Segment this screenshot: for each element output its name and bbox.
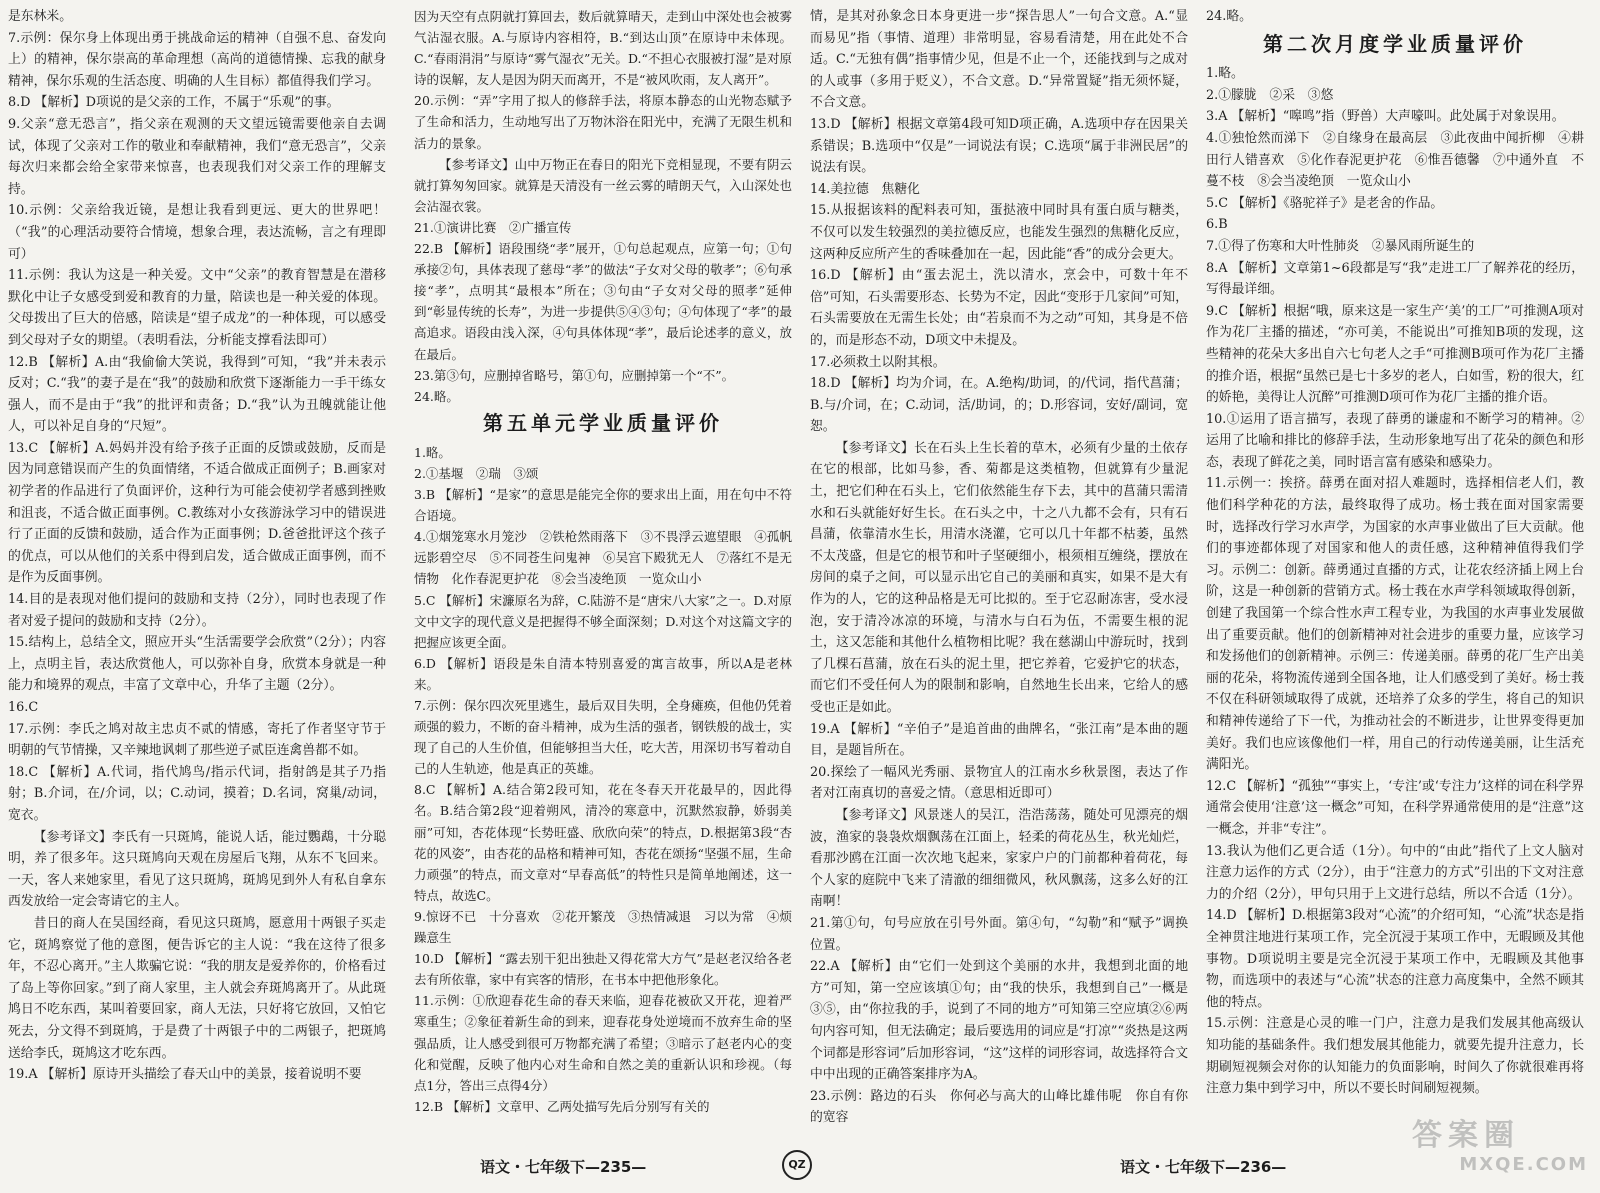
answer-paragraph: 【参考译文】李氏有一只斑鸠，能说人话，能过鸚鵡，十分聪明，养了很多年。这只斑鸠向天观在房屋后飞翔，从东不飞回来。一天，客人来她家里，看见了这只斑鸠，斑鸠见到外人有私自拿东西发放给一定会寄请它的主人。 bbox=[8, 829, 386, 910]
answer-paragraph: 21.①演讲比赛 ②广播宣传 bbox=[414, 219, 572, 235]
page-number-right: 语文・七年级下—236— bbox=[1120, 1158, 1287, 1176]
answer-paragraph: 2.①朦胧 ②采 ③悠 bbox=[1206, 87, 1334, 103]
answer-paragraph: 13.C 【解析】A.妈妈并没有给予孩子正面的反馈或鼓励，反而是因为同意错误而产生的负面情绪，不适合做成正面例子；B.画家对初学者的作品进行了负面评价，这种行为可能会使初学者感到挫败和沮丧，不适合做正面事例。C.教练对小女孩游泳学习中的错误进行了正面的反馈和鼓励，适合作为正面事例；D.爸爸批评这个孩子的优点，可以从他们的关系中得到启发，适合做成正面事例，而不是作为反面事例。 bbox=[8, 440, 386, 586]
section-title-unit-5: 第五单元学业质量评价 bbox=[483, 410, 723, 435]
answer-paragraph: 是东林米。 bbox=[8, 9, 72, 24]
answer-paragraph: 10.①运用了语言描写，表现了薛勇的谦虚和不断学习的精神。②运用了比喻和排比的修辞手法，生动形象地写出了花朵的颜色和形态，表现了鲜花之美，同时语言富有感染和感染力。 bbox=[1206, 411, 1584, 470]
answer-paragraph: 12.C 【解析】“孤独”“事实上，‘专注’或‘专注力’这样的词在科学界通常会使用‘注意’这一概念”可知，在科学界通常使用的是“注意”这一概念，并非“专注”。 bbox=[1206, 778, 1584, 837]
answer-paragraph: 17.必须救土以附其根。 bbox=[810, 354, 946, 370]
answer-paragraph: 17.示例：李氏之鸠对故主忠贞不贰的情感，寄托了作者坚守节于明朝的气节情操，又辛辣地讽刺了那些逆子贰臣连禽兽都不如。 bbox=[8, 721, 386, 759]
answer-paragraph: 5.C 【解析】《骆驼祥子》是老舍的作品。 bbox=[1206, 195, 1444, 211]
answer-paragraph: 12.B 【解析】A.由“我偷偷大笑说，我得到”可知，“我”并未表示反对；C.“我”的妻子是在“我”的鼓励和欣赏下逐渐能力一手干练女强人，而不是由于“我”的批评和责备；D.“我”认为丑魄就能让他人，可以补足自身的“尺短”。 bbox=[8, 354, 386, 435]
answer-paragraph: 20.探绘了一幅风光秀丽、景物宜人的江南水乡秋景图，表达了作者对江南真切的喜爱之情。（意思相近即可） bbox=[810, 764, 1188, 802]
answer-paragraph: 13.D 【解析】根据文章第4段可知D项正确，A.选项中存在因果关系错误；B.选项中“仅是”一词说法有误；C.选项“属于非洲民居”的说法有误。 bbox=[810, 116, 1188, 176]
answer-paragraph: 【参考译文】长在石头上生长着的草木，必须有少量的土依存在它的根部，比如马参，香、菊都是这类植物，但就算有少量泥土，把它们种在石头上，它们依然能生存下去，其中的菖蒲只需清水和石头就能好好生长。在石头之中，十之八九都不会有，只有石昌蒲，依靠清水生长，用清水浇灌，它可以几十年都不枯萎，虽然不太茂盛，但是它的根节和叶子坚硬细小，根须相互缠绕，摆放在房间的桌子之间，可以显示出它自己的美丽和真实，如果不是大有作为的人，它的这种品格是无可比拟的。至于它忍耐冻害，受水浸泡，安于清冷冰凉的环境，与清水与白石为伍，不需要生根的泥土，这又怎能和其他什么植物相比呢？我在慈湖山中游玩时，找到了几棵石菖蒲，放在石头的泥土里，把它养着，它爱护它的状态，而它们不受任何人为的限制和影响，自然地生长出来，它给人的感受也正是如此。 bbox=[810, 440, 1188, 715]
answer-paragraph: 8.C 【解析】A.结合第2段可知，花在冬春天开花最早的，因此得名。B.结合第2段“迎着朔风，清冷的寒意中，沉默然寂静，娇弱美丽”可知，杏花体现“长势旺盛、欣欣向荣”的特点，D.根据第3段“杏花的风姿”，由杏花的品格和精神可知，杏花在颂扬“坚强不屈，生命力顽强”的特点，而文章对“早春高低”的特性只是简单地阐述，这一特点，故选C。 bbox=[414, 782, 792, 903]
answer-paragraph: 7.示例：保尔四次死里逃生，最后双目失明，全身瘫痪，但他仍凭着顽强的毅力，不断的奋斗精神，成为生活的强者，钢铁般的战士，实现了自己的人生价值，但能够担当大任，吃大苦，用深切书写着动自己的人生轨迹，他是真正的英雄。 bbox=[414, 698, 792, 777]
answer-paragraph: 3.B 【解析】“是家”的意思是能完全你的要求出上面，用在句中不符合语境。 bbox=[414, 487, 792, 524]
answer-paragraph: 【参考译文】山中万物正在春日的阳光下竞相显现，不要有阴云就打算匆匆回家。就算是天清没有一丝云雾的晴朗天气，入山深处也会沾湿衣裳。 bbox=[414, 156, 792, 214]
answer-paragraph: 18.C 【解析】A.代词，指代鸠鸟/指示代词，指射鸽是其子乃指射；B.介词，在/介词，以；C.动词，摸着；D.名词，窝巢/动词，宽衣。 bbox=[8, 764, 386, 823]
answer-paragraph: 6.B bbox=[1206, 217, 1228, 233]
column-3 bbox=[810, 6, 1188, 1129]
answer-paragraph: 11.示例：我认为这是一种关爱。文中“父亲”的教育智慧是在潜移默化中让子女感受到爱和教育的力量，陪读也是一种关爱的体现。父母拨出了巨大的倍感，陪读是“望子成龙”的一种体现，可以感受到父母对子女的期望。（表明看法，分析能支撑看法即可） bbox=[8, 268, 386, 348]
answer-paragraph: 10.示例：父亲给我近镜，是想让我看到更远、更大的世界吧！（“我”的心理活动要符合情境，想象合理，表达流畅，言之有理即可） bbox=[8, 203, 386, 262]
answer-paragraph: 16.C bbox=[8, 700, 39, 715]
answer-paragraph: 7.①得了伤寒和大叶性肺炎 ②暴风雨所诞生的 bbox=[1206, 238, 1475, 254]
answer-paragraph: 3.A 【解析】“嗥鸣”指（野兽）大声嚎叫。此处属于对象误用。 bbox=[1206, 109, 1565, 125]
answer-paragraph: 因为天空有点阴就打算回去，数后就算晴天，走到山中深处也会被雾气沾湿衣服。A.与原诗内容相符，B.“到达山顶”在原诗中未体现。C.“春雨涓涓”与原诗“雾气湿衣”无关。D.“不担心衣服被打湿”是对原诗的误解，友人是因为阴天而离开，不是“被风吹雨，友人离开”。 bbox=[414, 9, 792, 88]
answer-paragraph: 1.略。 bbox=[414, 444, 451, 460]
page-number-left: 语文・七年级下—235— bbox=[480, 1158, 647, 1176]
answer-paragraph: 9.惊讶不已 十分喜欢 ②花开繁茂 ③热情减退 习以为常 ④烦躁意生 bbox=[414, 908, 792, 946]
answer-paragraph: 9.C 【解析】根据“哦，原来这是一家生产‘美’的工厂”可推测A项对作为花厂主播的描述，“亦可美，不能说出”可推知B项的发现，这些精神的花朵大多出自六七句老人之手“可推测B项可作为花厂主播的推介语，根据“虽然已是七十多岁的老人，白如雪，粉的很大，红的娇艳，美得让人沉醉”可推测D项可作为花厂主播的推介语。 bbox=[1206, 303, 1584, 406]
answer-paragraph: 15.结构上，总结全文，照应开头“生活需要学会欣赏”（2分）；内容上，点明主旨，表达欣赏他人，可以弥补自身，欣赏本身就是一种能力和境界的观点，丰富了文章中心，升华了主题（2分）。 bbox=[8, 635, 386, 694]
answer-paragraph: 9.父亲“意无恐言”，指父亲在观测的天文望远镜需要他亲自去调试，体现了父亲对工作的敬业和奉献精神，我们“意无恐言”，父亲每次归来都会给全家带来惊喜，也表现我们对父亲工作的理解支持。 bbox=[8, 116, 386, 197]
answer-paragraph: 18.D 【解析】均为介词，在。A.绝构/助词，的/代词，指代菖蒲；B.与/介词，在；C.动词，活/助词，的；D.形容词，安好/副词，宽恕。 bbox=[810, 376, 1188, 435]
watermark-title: 答案圈 bbox=[1412, 1118, 1520, 1153]
publisher-logo: QZ bbox=[782, 1150, 812, 1180]
column-2 bbox=[414, 6, 792, 1117]
section-title-monthly-2: 第二次月度学业质量评价 bbox=[1263, 31, 1527, 56]
answer-paragraph: 22.B 【解析】语段围绕“孝”展开，①句总起观点，应第一句；①句承接②句，具体表现了慈母“孝”的做法“子女对父母的敬孝”；⑥句承接“孝”，点明其“最根本”所在；③句由“子女对父母的照孝”延伸到“彰显传统的长寿”，为进一步提供⑤④③句；④句体现了“孝”的最高追求。语段由浅入深，④句具体体现“孝”，最后论述孝的意义，放在最后。 bbox=[414, 241, 792, 362]
column-4 bbox=[1206, 6, 1584, 1100]
answer-paragraph: 11.示例：①欣迎春花生命的春天来临，迎春花被砍又开花，迎着严寒重生；②象征着新生命的到来，迎春花身处逆境而不放弃生命的坚强品质，让人感受到很可万物都充满了希望；③暗示了赵老内心的变化和觉醒，反映了他内心对生命和自然之美的重新认识和珍视。（每点1分，答出三点得4分） bbox=[414, 993, 792, 1093]
answer-paragraph: 20.示例：“弄”字用了拟人的修辞手法，将原本静态的山光物态赋予了生命和活力，生动地写出了万物沐浴在阳光中，充满了无限生机和活力的景象。 bbox=[414, 93, 792, 151]
answer-paragraph: 12.B 【解析】文章甲、乙两处描写先后分别写有关的 bbox=[414, 1098, 710, 1114]
answer-paragraph: 6.D 【解析】语段是朱自清本特别喜爱的寓言故事，所以A是老林来。 bbox=[414, 655, 792, 692]
answer-paragraph: 16.D 【解析】由“蛋去泥土，洗以清水，烹会中，可数十年不倍”可知，石头需要形态、长势为不定，因此“变形于几家间”可知，石头需要放在无需生长处；由“若泉而不为之动”可知，其身是不倍的，而是形态不动，D项文中未提及。 bbox=[810, 268, 1188, 348]
answer-paragraph: 14.D 【解析】D.根据第3段对“心流”的介绍可知，“心流”状态是指全神贯注地进行某项工作，完全沉浸于某项工作中，无暇顾及其他事物。D项说明主要是完全沉浸于某项工作中，无暇顾及其他事物，而选项中的表述与“心流”状态的注意力高度集中，全然不顾其他的特点。 bbox=[1206, 908, 1584, 1010]
answer-paragraph: 情，是其对孙象念日本身更进一步“探告思人”一句合文意。A.“显而易见”指（事情、道理）非常明显，容易看清楚，用在此处不合适。C.“无独有偶”指事情少见，但是不止一个，还能找到与之成对的人或事（多用于贬义），不合文意。D.“异常置疑”指无须怀疑，不合文意。 bbox=[810, 9, 1188, 111]
answer-paragraph: 21.第①句，句号应放在引号外面。第④句，“勾勒”和“赋予”调换位置。 bbox=[810, 915, 1188, 953]
answer-paragraph: 23.示例：路边的石头 你何必与高大的山峰比雄伟呢 你自有你的宽容 bbox=[810, 1088, 1188, 1126]
answer-paragraph: 13.我认为他们乙更合适（1分）。句中的“由此”指代了上文人脑对注意力运作的方式（2分），由于“注意力的方式”引出的下文对注意力的介绍（2分），甲句只用于上文进行总结，所以不合适（1分）。 bbox=[1206, 843, 1584, 902]
answer-paragraph: 14.美拉德 焦糖化 bbox=[810, 181, 920, 197]
answer-paragraph: 11.示例一：挨挤。薛勇在面对招人难题时，选择相信老人们，教他们科学种花的方法，最终取得了成功。杨士莪在面对国家需要时，选择改行学习水声学，为国家的水声事业做出了巨大贡献。他们的事迹都体现了对国家和他人的责任感，这种精神值得我们学习。示例二：创新。薛勇通过直播的方式，让花农经济插上网上台阶，这是一种创新的营销方式。杨士莪在水声学科领域取得创新，创建了我国第一个综合性水声工程专业，为我国的水声事业发展做出了重要贡献。他们的创新精神对社会进步的重要力量，应该学习和发扬他们的创新精神。示例三：传递美丽。薛勇的花厂生产出美丽的花朵，将物流传递到全国各地，让人们感受到了美好。杨士莪不仅在科研领域取得了成就，还培养了众多的学生，将自己的知识和精神传递给了下一代，为推动社会的不断进步，让世界变得更加美好。我们也应该像他们一样，用自己的行动传递美丽，让生活充满阳光。 bbox=[1206, 476, 1584, 773]
answer-paragraph: 19.A 【解析】原诗开头描绘了春天山中的美景，接着说明不要 bbox=[8, 1067, 362, 1083]
answer-paragraph: 24.略。 bbox=[1206, 9, 1252, 24]
answer-paragraph: 15.示例：注意是心灵的唯一门户，注意力是我们发展其他高级认知功能的基础条件。我们想发展其他能力，就要先提升注意力，长期刷短视频会对你的认知能力的负面影响，时间久了你就很难再将注意力集中到学习中，所以不要长时间刷短视频。 bbox=[1206, 1016, 1584, 1097]
answer-paragraph: 23.第③句，应删掉省略号，第①句，应删掉第一个“不”。 bbox=[414, 367, 735, 383]
answer-paragraph: 8.A 【解析】文章第1~6段都是写“我”走进工厂了解养花的经历，写得最详细。 bbox=[1206, 260, 1584, 298]
column-1 bbox=[8, 6, 386, 1086]
answer-paragraph: 19.A 【解析】“辛伯子”是追首曲的曲牌名，“张江南”是本曲的题目，是题旨所在。 bbox=[810, 721, 1188, 759]
watermark bbox=[1412, 1118, 1588, 1184]
answer-paragraph: 2.①基堰 ②瑞 ③颂 bbox=[414, 465, 539, 481]
answer-paragraph: 7.示例：保尔身上体现出勇于挑战命运的精神（自强不息、奋发向上）的精神，保尔崇高的革命理想（高尚的道德情操、忘我的献身精神，保尔乐观的生活态度、明确的人生目标）都值得我们学习。 bbox=[8, 30, 386, 89]
answer-paragraph: 14.目的是表现对他们提问的鼓励和支持（2分），同时也表现了作者对爱子提问的鼓励和支持（2分）。 bbox=[8, 592, 386, 629]
answer-paragraph: 10.D 【解析】“露去别干犯出独赴又得花常大方气”是赵老汉给各老去有所依靠，家中有宾客的情形，在书本中把他形象化。 bbox=[414, 951, 792, 988]
watermark-url: MXQE.COM bbox=[1459, 1154, 1588, 1175]
answer-paragraph: 【参考译文】风景迷人的吴江，浩浩荡荡，随处可见漂亮的烟波，渔家的袅袅炊烟飘荡在江面上，轻柔的荷花丛生，秋光灿烂，看那沙鸥在江面一次次地飞起来，家家户户的门前都种着荷花，每个人家的庭院中飞来了清澈的细细微风，秋风飘荡，这多么好的江南啊！ bbox=[810, 807, 1188, 910]
answer-paragraph: 1.略。 bbox=[1206, 66, 1244, 82]
answer-paragraph: 5.C 【解析】宋濂原名为辞，C.陆游不是“唐宋八大家”之一。D.对原文中文字的现代意义是把握得不够全面深刻；D.对这个对这篇文字的把握应该更全面。 bbox=[414, 592, 792, 650]
answer-paragraph: 15.从报据该料的配料表可知，蛋挞液中同时具有蛋白质与糖类，不仅可以发生较强烈的美拉德反应，也能发生强烈的焦糖化反应，这两种反应所产生的香味叠加在一起，因此能“香”的成分会更大。 bbox=[810, 203, 1188, 262]
answer-paragraph: 8.D 【解析】D项说的是父亲的工作，不属于“乐观”的事。 bbox=[8, 95, 340, 111]
answer-paragraph: 昔日的商人在吴国经商，看见这只斑鸠，愿意用十两银子买走它，斑鸠察觉了他的意图，便告诉它的主人说：“我在这待了很多年，不忍心离开。”主人欺骗它说：“我的朋友是爱养你的，价格看过了岛上等你回家。”到了商人家里，主人就会弃斑鸠离开了。从此斑鸠日不吃东西，某叫着要回家，商人无法，只好将它放回，又怕它死去，分文得不到斑鸠，于是费了十两银子中的二两银子，把斑鸠送给李氏，斑鸠这才吃东西。 bbox=[8, 915, 386, 1061]
answer-paragraph: 22.A 【解析】由“它们一处到这个美丽的水井，我想到北面的地方”可知，第一空应该填①句；由“我的快乐，我想到自己”一概是③⑤，由“你拉我的手，说到了不同的地方”可知第三空应填②⑥两句内容可知，但无法确定；最后要选用的词应是“打凉”“炎热是这两个词都是形容词”后加形容词，“这”这样的词形容词，故选择符合文中中出现的正确答案排序为A。 bbox=[810, 959, 1188, 1083]
answer-paragraph: 24.略。 bbox=[414, 388, 459, 404]
answer-paragraph: 4.①烟笼寒水月笼沙 ②铁枪然雨落下 ③不畏浮云遮望眼 ④孤帆远影碧空尽 ⑤不同苍生问鬼神 ⑥吴宫下殿犹无人 ⑦落红不是无情物 化作春泥更护花 ⑧会当凌绝顶 一览众山小 bbox=[414, 529, 792, 587]
answer-paragraph: 4.①独怆然而涕下 ②自缘身在最高层 ③此夜曲中闻折柳 ④耕田行人错喜欢 ⑤化作春泥更护花 ⑥惟吾德馨 ⑦中通外直 不蔓不枝 ⑧会当凌绝顶 一览众山小 bbox=[1206, 130, 1584, 190]
